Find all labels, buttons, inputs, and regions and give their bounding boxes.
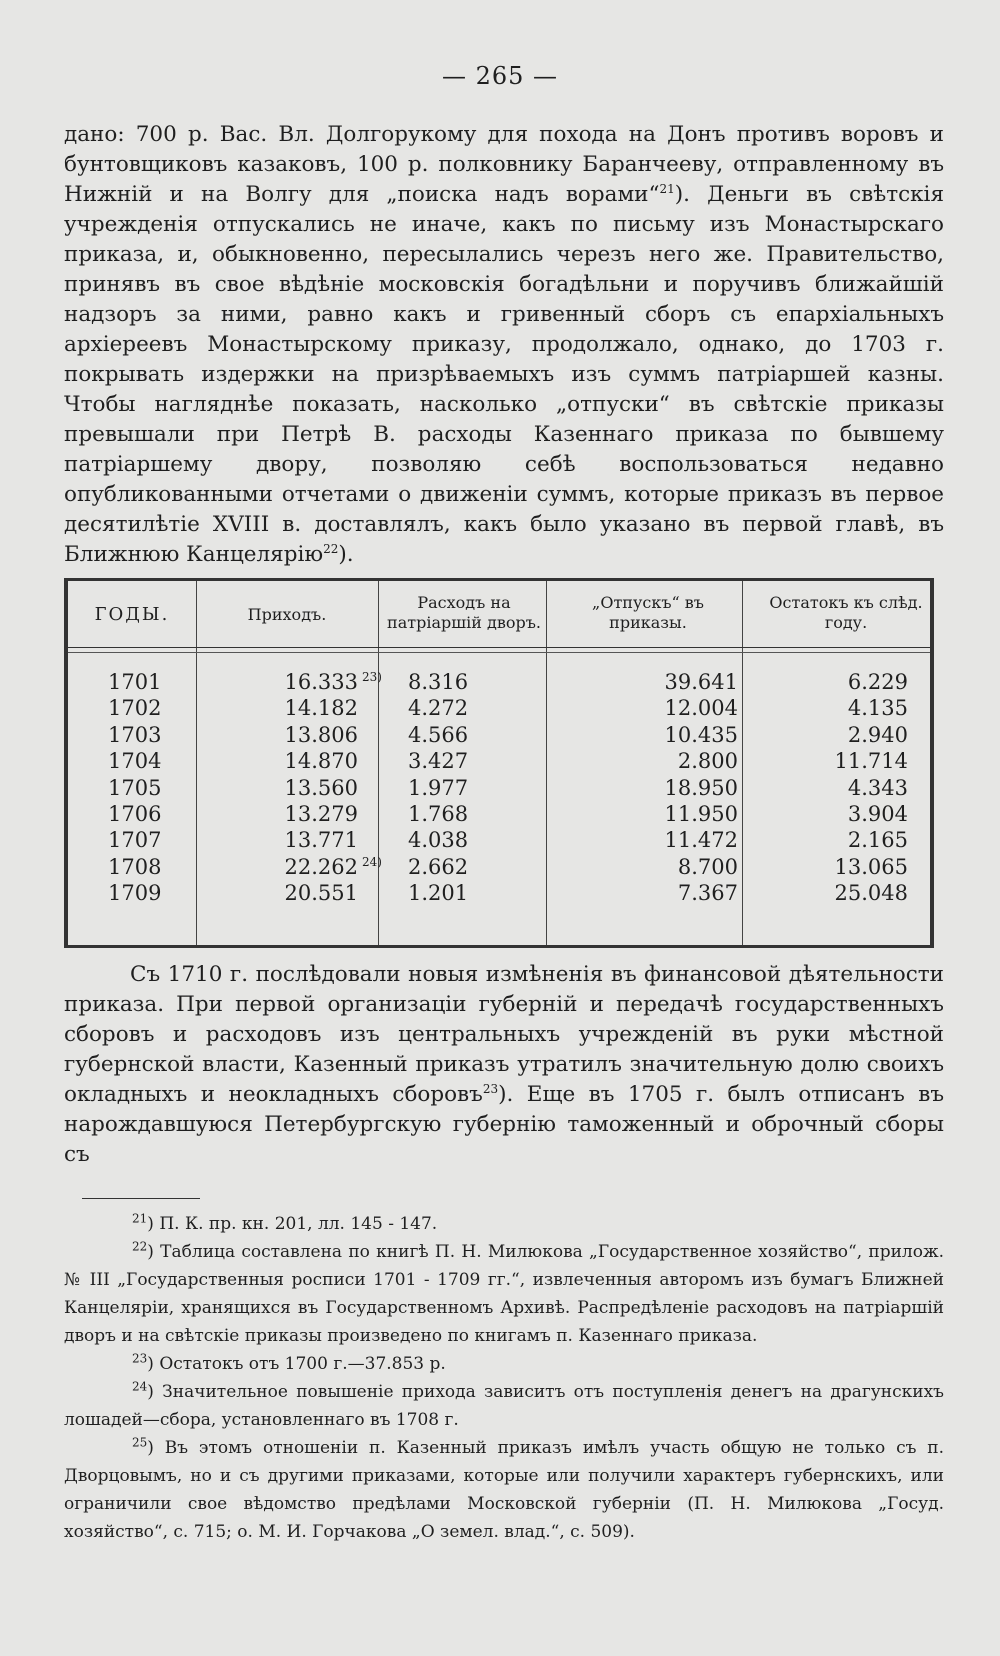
- bottom-paragraph: [64, 960, 944, 1170]
- table-row: [68, 854, 930, 880]
- patriarch-expense-cell: 2.662: [408, 854, 469, 879]
- balance-cell: 2.940: [847, 722, 908, 747]
- header-patriarch: Расходъ на патріаршій дворъ.: [387, 593, 541, 632]
- finance-table: [64, 578, 934, 948]
- balance-cell: 13.065: [834, 854, 908, 879]
- bottom-paragraph-text: Съ 1710 г. послѣдовали новыя измѣненія въ финансовой дѣятельности приказа. При первой организаціи губерній и передачѣ государственныхъ сборовъ и расходовъ изъ центральныхъ учрежденій въ руки мѣстной губернской власти, Казенный приказъ утратилъ значительную долю своихъ окладныхъ и неокладныхъ сборовъ: [64, 962, 944, 1107]
- footnote-ref-22: 22: [323, 541, 339, 556]
- balance-cell: 25.048: [834, 881, 908, 906]
- patriarch-expense-cell: 1.201: [408, 881, 469, 906]
- table-header-rule: [68, 647, 930, 648]
- year-cell: 1707: [108, 828, 162, 853]
- year-cell: 1704: [108, 749, 162, 774]
- year-cell: 1701: [108, 670, 162, 694]
- footnote-text: ) Таблица составлена по книгѣ П. Н. Милюкова „Государственное хозяйство“, прилож. № III „Государственныя росписи 1701 - 1709 гг.“, извлеченныя авторомъ изъ бумагъ Ближней Канцеляріи, хранящихся въ Государственномъ Архивѣ. Распредѣленіе расходовъ на патріаршій дворъ и на свѣтскіе приказы произведено по книгамъ п. Казеннаго приказа.: [64, 1242, 944, 1346]
- footnote-number: 25: [132, 1435, 148, 1450]
- page-number: — 265 —: [441, 62, 559, 90]
- income-footnote-ref: 23): [362, 670, 382, 684]
- year-cell: 1703: [108, 722, 162, 747]
- patriarch-expense-cell: 3.427: [408, 749, 469, 774]
- top-paragraph-continued: ). Деньги въ свѣтскія учрежденія отпускались не иначе, какъ по письму изъ Монастырскаго приказа, и, обыкновенно, пересылались черезъ него же. Правительство, принявъ въ свое вѣдѣніе московскія богадѣльни и поручивъ ближайшій надзоръ за ними, равно какъ и гривенный сборъ съ епархіальныхъ архіереевъ Монастырскому приказу, продолжало, однако, до 1703 г. покрывать издержки на призрѣваемыхъ изъ суммъ патріаршей казны. Чтобы нагляднѣе показать, насколько „отпуски“ въ свѣтскіе приказы превышали при Петрѣ В. расходы Казеннаго приказа по бывшему патріаршему двору, позволяю себѣ воспользоваться недавно опубликованными отчетами о движеніи суммъ, которые приказъ въ первое десятилѣтіе XVIII в. доставлялъ, какъ было указано въ первой главѣ, въ Ближнюю Канцелярію: [64, 182, 945, 567]
- income-cell: 14.870: [284, 749, 358, 774]
- patriarch-expense-cell: 4.566: [408, 722, 469, 747]
- year-cell: 1709: [108, 881, 162, 906]
- income-cell: 22.262: [284, 854, 358, 879]
- income-cell: 13.806: [284, 722, 358, 747]
- footnote-number: 24: [132, 1379, 148, 1394]
- top-paragraph: [64, 120, 944, 570]
- year-cell: 1706: [108, 801, 162, 826]
- income-cell: 14.182: [284, 696, 358, 721]
- balance-cell: 4.135: [847, 696, 908, 721]
- issue-cell: 18.950: [664, 775, 738, 800]
- footnote-text: ) Остатокъ отъ 1700 г.—37.853 р.: [147, 1354, 446, 1374]
- footnote-text: ) П. К. пр. кн. 201, лл. 145 - 147.: [147, 1214, 438, 1234]
- footnote: [64, 1350, 944, 1378]
- table-row: [68, 669, 930, 695]
- header-balance: Остатокъ къ слѣд. году.: [769, 593, 923, 632]
- balance-cell: 3.904: [847, 801, 908, 826]
- balance-cell: 11.714: [834, 749, 908, 774]
- table-header-rule: [68, 652, 930, 653]
- header-issue: „Отпускъ“ въ приказы.: [592, 593, 704, 632]
- table-body: [68, 669, 930, 907]
- table-row: [68, 775, 930, 801]
- patriarch-expense-cell: 4.272: [408, 696, 469, 721]
- table-row: [68, 880, 930, 906]
- footnote-separator: [82, 1198, 200, 1199]
- footnote: [64, 1210, 944, 1238]
- income-cell: 13.771: [284, 828, 358, 853]
- footnote-number: 23: [132, 1351, 148, 1366]
- footnote-text: ) Значительное повышеніе прихода зависитъ отъ поступленія денегъ на драгунскихъ лошадей—сбора, установленнаго въ 1708 г.: [64, 1382, 944, 1430]
- income-cell: 20.551: [284, 881, 358, 906]
- year-cell: 1705: [108, 775, 162, 800]
- balance-cell: 6.229: [847, 670, 908, 694]
- header-income: Приходъ.: [247, 605, 327, 624]
- table-row: [68, 722, 930, 748]
- issue-cell: 11.472: [664, 828, 738, 853]
- table-row: [68, 695, 930, 721]
- bottom-paragraph-continued: ). Еще въ 1705 г. былъ отписанъ въ нарождавшуюся Петербургскую губернію таможенный и оброчный сборы съ: [64, 1082, 944, 1167]
- income-footnote-ref: 24): [362, 854, 382, 869]
- issue-cell: 12.004: [664, 696, 738, 721]
- issue-cell: 11.950: [664, 801, 738, 826]
- year-cell: 1708: [108, 854, 162, 879]
- balance-cell: 4.343: [847, 775, 908, 800]
- issue-cell: 10.435: [664, 722, 738, 747]
- patriarch-expense-cell: 8.316: [408, 670, 469, 694]
- issue-cell: 2.800: [677, 749, 738, 774]
- issue-cell: 8.700: [677, 854, 738, 879]
- issue-cell: 39.641: [664, 670, 738, 694]
- balance-cell: 2.165: [847, 828, 908, 853]
- year-cell: 1702: [108, 696, 162, 721]
- table-row: [68, 748, 930, 774]
- footnote-number: 22: [132, 1239, 148, 1254]
- footnotes: [64, 1210, 944, 1546]
- footnote-number: 21: [132, 1211, 148, 1226]
- income-cell: 13.560: [284, 775, 358, 800]
- footnote-text: ) Въ этомъ отношеніи п. Казенный приказъ имѣлъ участь общую не только съ п. Дворцовымъ, но и съ другими приказами, которые или получили характеръ губернскихъ, или ограничили свое вѣдомство предѣлами Московской губерніи (П. Н. Милюкова „Госуд. хозяйство“, с. 715; о. М. И. Горчакова „О земел. влад.“, с. 509).: [64, 1438, 944, 1542]
- footnote: [64, 1434, 944, 1546]
- issue-cell: 7.367: [677, 881, 738, 906]
- patriarch-expense-cell: 1.768: [408, 801, 469, 826]
- footnote-ref-23: 23: [482, 1081, 499, 1096]
- top-paragraph-text: дано: 700 р. Вас. Вл. Долгорукому для похода на Донъ противъ воровъ и бунтовщиковъ казаковъ, 100 р. полковнику Баранчееву, отправленному въ Нижній и на Волгу для „поиска надъ ворами“: [64, 122, 944, 207]
- patriarch-expense-cell: 4.038: [408, 828, 469, 853]
- footnote-ref-21: 21: [659, 181, 675, 196]
- table-row: [68, 801, 930, 827]
- header-years: ГОДЫ.: [94, 604, 170, 625]
- income-cell: 16.333: [284, 670, 358, 694]
- footnote: [64, 1238, 944, 1350]
- top-paragraph-end: ).: [338, 542, 354, 567]
- income-cell: 13.279: [284, 801, 358, 826]
- patriarch-expense-cell: 1.977: [408, 775, 469, 800]
- footnote: [64, 1378, 944, 1434]
- table-row: [68, 827, 930, 853]
